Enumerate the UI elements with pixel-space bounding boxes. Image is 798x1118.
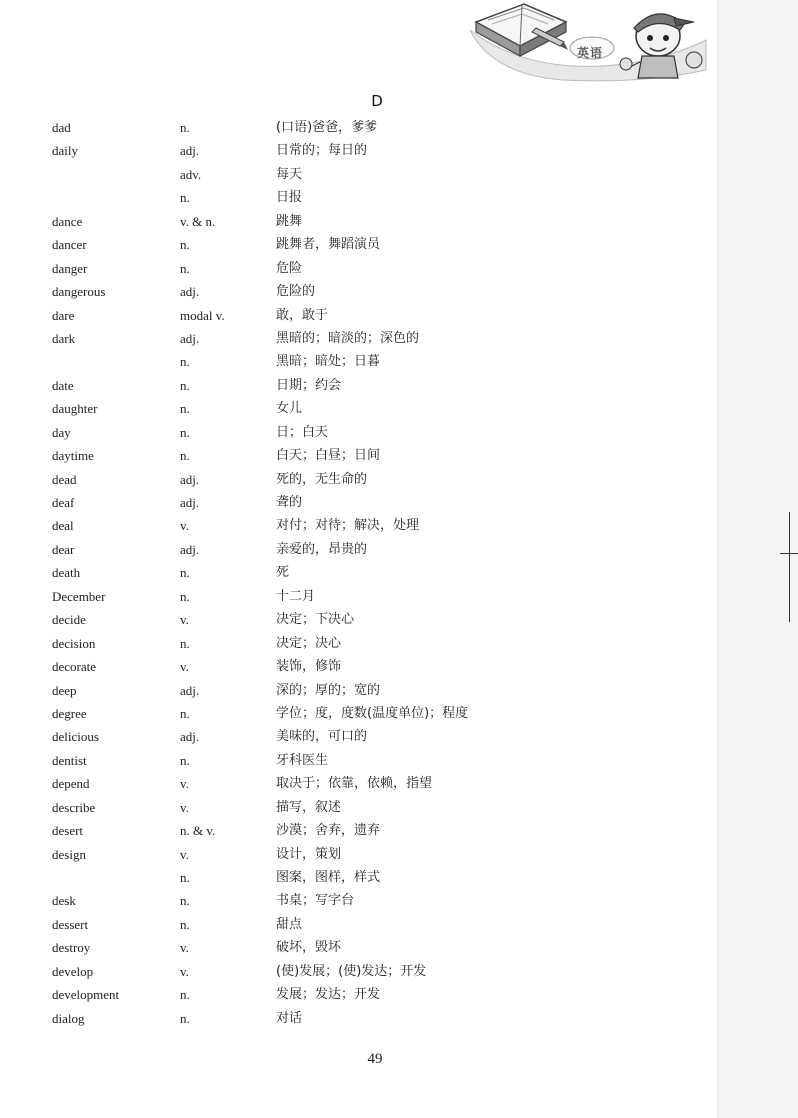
entry-definition: 黑暗；暗处；日暮 xyxy=(276,354,381,370)
entry-word: daughter xyxy=(52,401,98,417)
entry-definition: 敢，敢于 xyxy=(276,307,329,323)
entry-part-of-speech: n. xyxy=(180,401,190,417)
vocabulary-entry xyxy=(0,655,717,678)
entry-definition: 十二月 xyxy=(276,588,316,604)
entry-part-of-speech: n. xyxy=(180,565,190,581)
vocabulary-entry xyxy=(0,913,717,936)
vocabulary-entry xyxy=(0,444,717,467)
vocabulary-entry xyxy=(0,702,717,725)
vocabulary-entry xyxy=(0,796,717,819)
entry-definition: (使)发展；(使)发达；开发 xyxy=(276,963,427,979)
entry-definition: 日；白天 xyxy=(276,424,329,440)
entry-word: decide xyxy=(52,612,86,628)
entry-word: dark xyxy=(52,330,76,346)
entry-part-of-speech: v. xyxy=(180,518,189,534)
vocabulary-entry xyxy=(0,186,717,209)
vocabulary-entry xyxy=(0,749,717,772)
entry-word: develop xyxy=(52,963,94,979)
vocabulary-entry xyxy=(0,514,717,537)
entry-part-of-speech: adj. xyxy=(180,682,200,698)
entry-part-of-speech: n. xyxy=(180,237,190,253)
vocabulary-entry xyxy=(0,350,717,373)
vocabulary-entry xyxy=(0,936,717,959)
entry-word: December xyxy=(52,588,106,604)
header-book-illustration xyxy=(462,0,710,82)
entry-definition: 牙科医生 xyxy=(276,752,329,768)
entry-definition: 破坏，毁坏 xyxy=(276,940,342,956)
page-number: 49 xyxy=(367,1051,383,1067)
page-edge-line xyxy=(717,0,718,1118)
entry-definition: 死的，无生命的 xyxy=(276,471,368,487)
entry-part-of-speech: n. xyxy=(180,893,190,909)
entry-part-of-speech: adj. xyxy=(180,143,200,159)
entry-word: dangerous xyxy=(52,284,106,300)
entry-part-of-speech: v. xyxy=(180,940,189,956)
entry-part-of-speech: adj. xyxy=(180,541,200,557)
page-right-margin xyxy=(717,0,798,1118)
entry-definition: 白天；白昼；日间 xyxy=(276,448,381,464)
vocabulary-entry xyxy=(0,819,717,842)
entry-part-of-speech: n. xyxy=(180,120,190,135)
entry-definition: 装饰，修饰 xyxy=(276,659,342,675)
vocabulary-entry xyxy=(0,397,717,420)
entry-part-of-speech: v. xyxy=(180,846,189,862)
entry-word: decision xyxy=(52,635,96,651)
vocabulary-entry xyxy=(0,421,717,444)
vocabulary-entry xyxy=(0,468,717,491)
entry-word: design xyxy=(52,846,86,862)
entry-word: development xyxy=(52,987,120,1003)
entry-definition: 取决于；依靠，依赖，指望 xyxy=(276,776,433,792)
entry-part-of-speech: v. & n. xyxy=(180,213,216,229)
entry-word: delicious xyxy=(52,729,99,745)
entry-definition: 甜点 xyxy=(276,916,303,932)
entry-definition: 设计，策划 xyxy=(276,846,342,862)
entry-definition: 书桌；写字台 xyxy=(276,893,355,909)
entry-part-of-speech: n. xyxy=(180,424,190,440)
entry-word: desert xyxy=(52,823,84,839)
vocabulary-entry xyxy=(0,632,717,655)
entry-part-of-speech: n. xyxy=(180,588,190,604)
entry-part-of-speech: n. xyxy=(180,916,190,932)
entry-part-of-speech: n. xyxy=(180,752,190,768)
vocabulary-entry xyxy=(0,608,717,631)
entry-word: deaf xyxy=(52,495,75,510)
entry-part-of-speech: v. xyxy=(180,799,189,815)
entry-definition: 死 xyxy=(276,565,290,581)
entry-definition: 对付；对待；解决，处理 xyxy=(276,518,420,534)
vocabulary-entry xyxy=(0,725,717,748)
trim-mark-vertical xyxy=(789,512,790,622)
entry-word: daytime xyxy=(52,448,94,464)
entry-definition: 日期；约会 xyxy=(276,377,342,393)
entry-definition: 决定；下决心 xyxy=(276,612,355,628)
vocabulary-entry xyxy=(0,210,717,233)
entry-part-of-speech: n. xyxy=(180,354,190,370)
entry-definition: 女儿 xyxy=(276,401,303,417)
entry-word: dancer xyxy=(52,237,87,253)
entry-word: describe xyxy=(52,799,96,815)
entry-definition: 跳舞者，舞蹈演员 xyxy=(276,237,381,253)
entry-word: decorate xyxy=(52,659,97,675)
entry-word: dance xyxy=(52,213,83,229)
entry-part-of-speech: n. xyxy=(180,448,190,464)
entry-word: death xyxy=(52,565,81,581)
entry-definition: 图案，图样，样式 xyxy=(276,870,381,885)
entry-part-of-speech: adj. xyxy=(180,284,200,300)
entry-part-of-speech: n. xyxy=(180,377,190,393)
entry-part-of-speech: modal v. xyxy=(180,307,225,323)
vocabulary-entry xyxy=(0,561,717,584)
entry-part-of-speech: adv. xyxy=(180,166,202,182)
entry-word: depend xyxy=(52,776,90,792)
entry-part-of-speech: n. xyxy=(180,635,190,651)
entry-part-of-speech: n. xyxy=(180,190,190,206)
entry-word: dad xyxy=(52,120,71,135)
entry-definition: 美味的，可口的 xyxy=(276,729,368,745)
vocabulary-entry xyxy=(0,374,717,397)
entry-definition: 危险的 xyxy=(276,284,316,300)
entry-word: dead xyxy=(52,471,77,487)
entry-definition: 亲爱的，昂贵的 xyxy=(276,541,368,557)
vocabulary-entry xyxy=(0,304,717,327)
entry-part-of-speech: adj. xyxy=(180,495,200,510)
entry-word: dialog xyxy=(52,1010,85,1026)
entry-definition: 描写，叙述 xyxy=(276,799,342,815)
entry-definition: 日常的；每日的 xyxy=(276,143,368,159)
vocabulary-entry xyxy=(0,1007,717,1030)
header-subject-label: 英语 xyxy=(577,46,604,60)
vocabulary-entry xyxy=(0,139,717,162)
vocabulary-entry xyxy=(0,983,717,1006)
trim-mark-horizontal xyxy=(780,553,798,554)
vocabulary-entry xyxy=(0,116,717,139)
vocabulary-entry xyxy=(0,679,717,702)
vocabulary-entry xyxy=(0,538,717,561)
entry-definition: 日报 xyxy=(276,190,303,206)
vocabulary-entry xyxy=(0,280,717,303)
vocabulary-entry xyxy=(0,843,717,866)
vocabulary-entry xyxy=(0,585,717,608)
vocabulary-list xyxy=(0,116,717,1030)
entry-word: dessert xyxy=(52,916,89,932)
entry-definition: (口语)爸爸，爹爹 xyxy=(276,120,378,135)
entry-definition: 发展；发达；开发 xyxy=(276,987,381,1003)
entry-word: dear xyxy=(52,541,75,557)
vocabulary-entry xyxy=(0,866,717,889)
entry-word: dentist xyxy=(52,752,87,768)
entry-word: date xyxy=(52,377,74,393)
vocabulary-entry xyxy=(0,327,717,350)
entry-part-of-speech: n. xyxy=(180,260,190,276)
entry-part-of-speech: adj. xyxy=(180,471,200,487)
entry-part-of-speech: v. xyxy=(180,659,189,675)
vocabulary-entry xyxy=(0,772,717,795)
entry-definition: 跳舞 xyxy=(276,213,303,229)
entry-word: desk xyxy=(52,893,76,909)
entry-definition: 每天 xyxy=(276,166,303,182)
entry-definition: 沙漠；舍弃，遗弃 xyxy=(276,823,381,839)
entry-word: deal xyxy=(52,518,74,534)
entry-definition: 深的；厚的；宽的 xyxy=(276,682,381,698)
entry-part-of-speech: v. xyxy=(180,612,189,628)
entry-word: destroy xyxy=(52,940,91,956)
vocabulary-entry xyxy=(0,491,717,514)
entry-part-of-speech: n. xyxy=(180,1010,190,1026)
vocabulary-entry xyxy=(0,960,717,983)
entry-word: danger xyxy=(52,260,88,276)
entry-part-of-speech: v. xyxy=(180,776,189,792)
entry-definition: 聋的 xyxy=(276,495,303,510)
entry-part-of-speech: n. xyxy=(180,870,190,885)
entry-part-of-speech: n. xyxy=(180,987,190,1003)
entry-definition: 决定；决心 xyxy=(276,635,342,651)
entry-word: day xyxy=(52,424,71,440)
entry-definition: 学位；度，度数(温度单位)；程度 xyxy=(276,705,469,721)
entry-definition: 对话 xyxy=(276,1010,303,1026)
entry-definition: 黑暗的；暗淡的；深色的 xyxy=(276,330,420,346)
vocabulary-entry xyxy=(0,889,717,912)
entry-word: deep xyxy=(52,682,77,698)
vocabulary-entry xyxy=(0,257,717,280)
entry-definition: 危险 xyxy=(276,260,303,276)
entry-word: degree xyxy=(52,705,87,721)
vocabulary-entry xyxy=(0,233,717,256)
entry-word: daily xyxy=(52,143,78,159)
section-letter-heading: D xyxy=(371,92,383,110)
entry-part-of-speech: n. xyxy=(180,705,190,721)
entry-part-of-speech: adj. xyxy=(180,729,200,745)
vocabulary-entry xyxy=(0,163,717,186)
entry-part-of-speech: n. & v. xyxy=(180,823,216,839)
entry-part-of-speech: adj. xyxy=(180,330,200,346)
entry-part-of-speech: v. xyxy=(180,963,189,979)
entry-word: dare xyxy=(52,307,75,323)
